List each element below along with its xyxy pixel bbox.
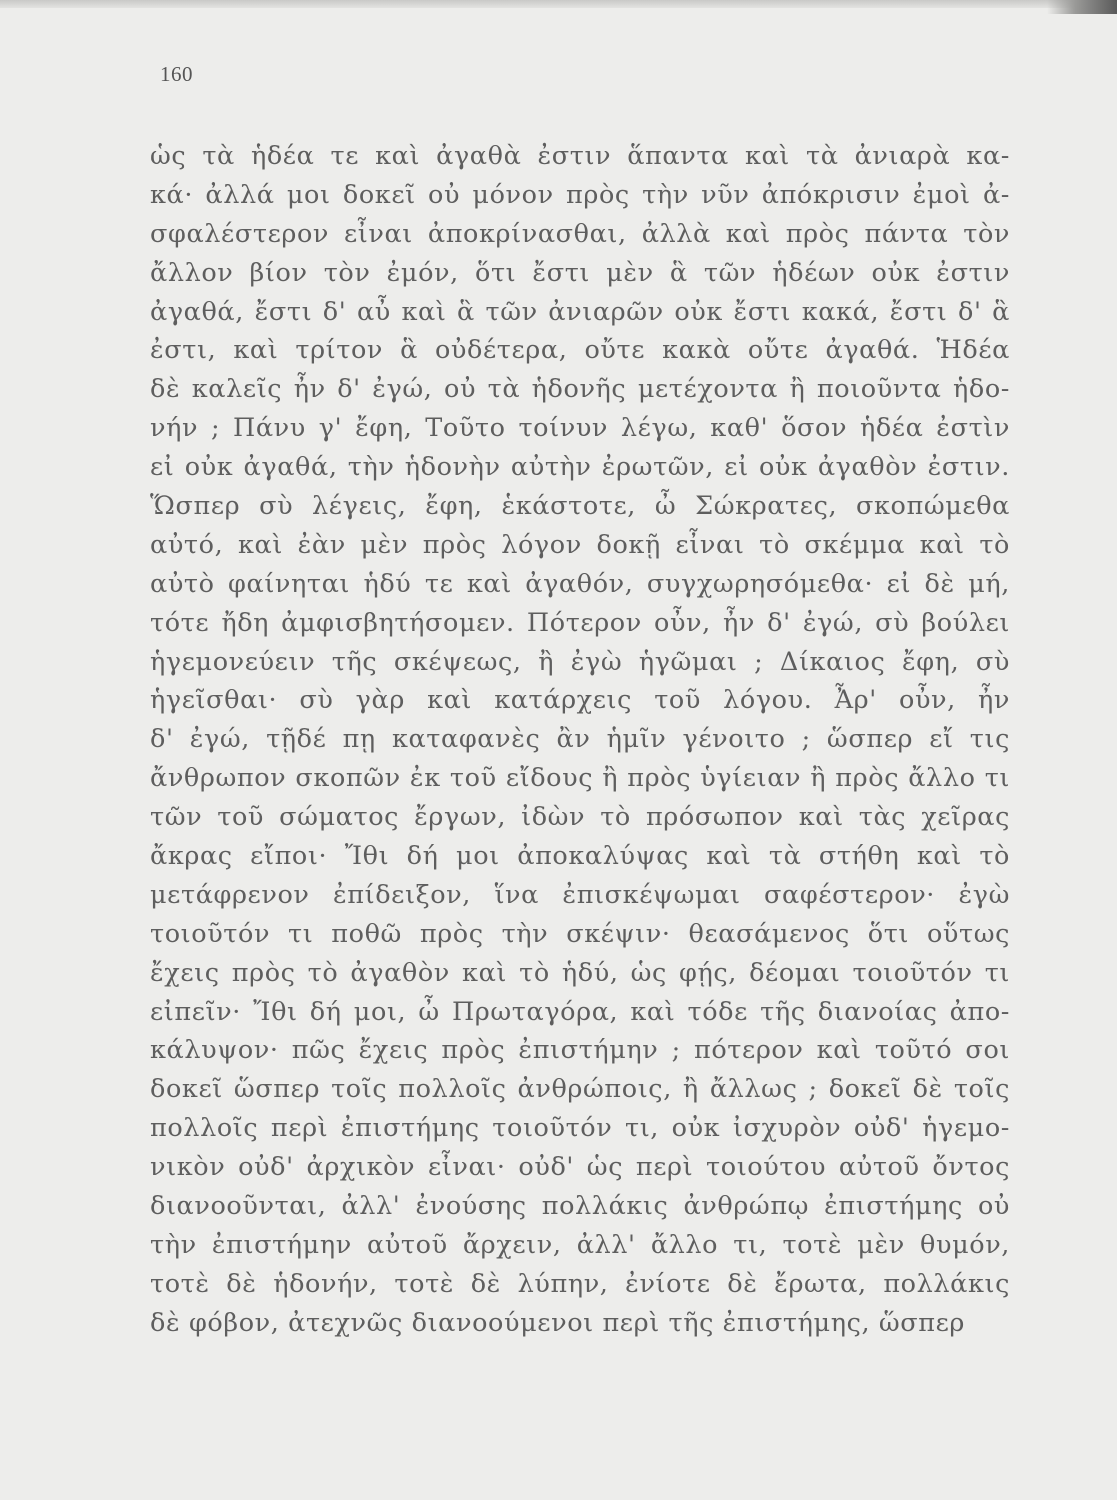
text-line: τοτὲ δὲ ἡδονήν, τοτὲ δὲ λύπην, ἐνίοτε δὲ ἔρωτα, πολλάκις [150,1268,1010,1299]
text-line: δὲ καλεῖς ἦν δ' ἐγώ, οὐ τὰ ἡδονῆς μετέχοντα ἢ ποιοῦντα ἡδο- [150,374,1010,405]
text-line: Ὥσπερ σὺ λέγεις, ἔφη, ἑκάστοτε, ὦ Σώκρατες, σκοπώμεθα [150,491,1010,522]
text-line: διανοοῦνται, ἀλλ' ἐνούσης πολλάκις ἀνθρώπῳ ἐπιστήμης οὐ [150,1191,1010,1222]
text-line: αὐτό, καὶ ἐὰν μὲν πρὸς λόγον δοκῇ εἶναι τὸ σκέμμα καὶ τὸ [150,529,1010,560]
text-line: δ' ἐγώ, τῇδέ πῃ καταφανὲς ἂν ἡμῖν γένοιτο ; ὥσπερ εἴ τις [150,724,1010,755]
text-line: αὐτὸ φαίνηται ἡδύ τε καὶ ἀγαθόν, συγχωρησόμεθα· εἰ δὲ μή, [150,568,1010,599]
text-line: ἄνθρωπον σκοπῶν ἐκ τοῦ εἴδους ἢ πρὸς ὑγίειαν ἢ πρὸς ἄλλο τι [150,763,1010,794]
body-text [150,137,1010,1343]
page-number: 160 [160,62,193,86]
text-line: νικὸν οὐδ' ἀρχικὸν εἶναι· οὐδ' ὡς περὶ τοιούτου αὐτοῦ ὄντος [150,1152,1010,1183]
text-line: ὡς τὰ ἡδέα τε καὶ ἀγαθὰ ἐστιν ἅπαντα καὶ τὰ ἀνιαρὰ κα- [150,141,1010,171]
text-line: πολλοῖς περὶ ἐπιστήμης τοιοῦτόν τι, οὐκ ἰσχυρὸν οὐδ' ἡγεμο- [150,1113,1010,1144]
text-line: σφαλέστερον εἶναι ἀποκρίνασθαι, ἀλλὰ καὶ πρὸς πάντα τὸν [150,218,1010,249]
text-line: μετάφρενον ἐπίδειξον, ἵνα ἐπισκέψωμαι σαφέστερον· ἐγὼ [150,879,1010,910]
text-line: ἡγεῖσθαι· σὺ γὰρ καὶ κατάρχεις τοῦ λόγου. Ἆρ' οὖν, ἦν [150,685,1010,716]
text-line: κάλυψον· πῶς ἔχεις πρὸς ἐπιστήμην ; πότερον καὶ τοῦτό σοι [150,1035,1010,1066]
text-line: τῶν τοῦ σώματος ἔργων, ἰδὼν τὸ πρόσωπον καὶ τὰς χεῖρας [150,802,1010,833]
text-line: τοιοῦτόν τι ποθῶ πρὸς τὴν σκέψιν· θεασάμενος ὅτι οὕτως [150,918,1010,949]
text-line: ἐστι, καὶ τρίτον ἃ οὐδέτερα, οὔτε κακὰ οὔτε ἀγαθά. Ἡδέα [150,335,1010,366]
text-line: ἔχεις πρὸς τὸ ἀγαθὸν καὶ τὸ ἡδύ, ὡς φῄς, δέομαι τοιοῦτόν τι [150,957,1010,988]
text-line: ἡγεμονεύειν τῆς σκέψεως, ἢ ἐγὼ ἡγῶμαι ; Δίκαιος ἔφη, σὺ [150,646,1010,677]
scan-corner-shadow [1047,0,1117,14]
scan-top-edge [0,0,1117,8]
text-line: ἄλλον βίον τὸν ἐμόν, ὅτι ἔστι μὲν ἃ τῶν ἡδέων οὐκ ἐστιν [150,257,1010,288]
text-line: κά· ἀλλά μοι δοκεῖ οὐ μόνον πρὸς τὴν νῦν ἀπόκρισιν ἐμοὶ ἀ- [150,179,1010,210]
text-line: τὴν ἐπιστήμην αὐτοῦ ἄρχειν, ἀλλ' ἄλλο τι, τοτὲ μὲν θυμόν, [150,1229,1010,1260]
text-line: ἀγαθά, ἔστι δ' αὖ καὶ ἃ τῶν ἀνιαρῶν οὐκ ἔστι κακά, ἔστι δ' ἃ [150,296,1010,327]
text-line: εἰ οὐκ ἀγαθά, τὴν ἡδονὴν αὐτὴν ἐρωτῶν, εἰ οὐκ ἀγαθὸν ἐστιν. [150,452,1010,483]
text-line: εἰπεῖν· Ἴθι δή μοι, ὦ Πρωταγόρα, καὶ τόδε τῆς διανοίας ἀπο- [150,996,1010,1027]
text-line: δοκεῖ ὥσπερ τοῖς πολλοῖς ἀνθρώποις, ἢ ἄλλως ; δοκεῖ δὲ τοῖς [150,1074,1010,1105]
text-line: ἄκρας εἴποι· Ἴθι δή μοι ἀποκαλύψας καὶ τὰ στήθη καὶ τὸ [150,841,1010,872]
text-line: τότε ἤδη ἀμφισβητήσομεν. Πότερον οὖν, ἦν δ' ἐγώ, σὺ βούλει [150,607,1010,638]
text-line: νήν ; Πάνυ γ' ἔφη, Τοῦτο τοίνυν λέγω, καθ' ὅσον ἡδέα ἐστὶν [150,413,1010,444]
text-line: δὲ φόβον, ἀτεχνῶς διανοούμενοι περὶ τῆς ἐπιστήμης, ὥσπερ [150,1307,966,1338]
